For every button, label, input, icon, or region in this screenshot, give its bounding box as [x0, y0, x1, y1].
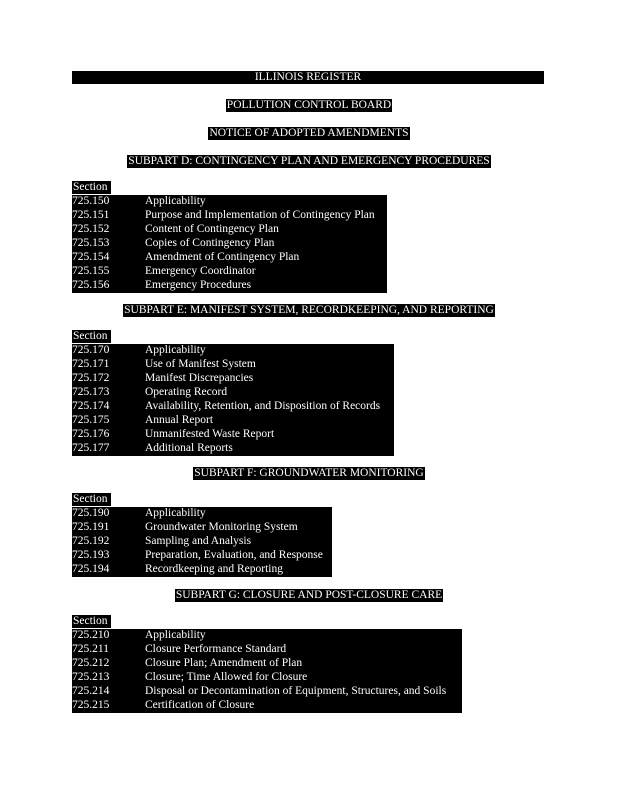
list-item: [72, 358, 256, 372]
list-item: [72, 699, 255, 713]
section-title: Emergency Coordinator: [144, 265, 387, 279]
section-title: Certification of Closure: [144, 699, 462, 713]
section-number: 725.210: [72, 629, 145, 643]
section-number: 725.193: [72, 549, 145, 563]
board-title: POLLUTION CONTROL BOARD: [226, 99, 392, 111]
notice-title-line: [0, 127, 618, 140]
subpart-g-heading-line: [0, 589, 618, 602]
section-title: Emergency Procedures: [144, 279, 387, 293]
section-title: Content of Contingency Plan: [144, 223, 387, 237]
section-label: Section: [72, 493, 111, 506]
section-number: 725.156: [72, 279, 145, 293]
section-number: 725.150: [72, 195, 145, 209]
section-number: 725.151: [72, 209, 145, 223]
list-item: [72, 657, 303, 671]
section-title: Annual Report: [144, 414, 394, 428]
section-number: 725.152: [72, 223, 145, 237]
section-number: 725.176: [72, 428, 145, 442]
section-title: Groundwater Monitoring System: [144, 521, 332, 535]
list-item: [72, 195, 206, 209]
section-label: Section: [72, 615, 111, 628]
section-number: 725.172: [72, 372, 145, 386]
section-title: Applicability: [144, 629, 462, 643]
section-title: Copies of Contingency Plan: [144, 237, 387, 251]
section-title: Applicability: [144, 195, 387, 209]
subpart-d-heading-line: [0, 155, 618, 168]
subpart-g-heading: SUBPART G: CLOSURE AND POST-CLOSURE CARE: [175, 589, 443, 601]
section-number: 725.171: [72, 358, 145, 372]
section-number: 725.175: [72, 414, 145, 428]
section-label-row: [72, 330, 111, 344]
list-item: [72, 344, 206, 358]
subpart-f-heading-line: [0, 467, 618, 480]
notice-title: NOTICE OF ADOPTED AMENDMENTS: [209, 127, 409, 139]
section-title: Manifest Discrepancies: [144, 372, 394, 386]
section-title: Purpose and Implementation of Contingency Plan: [144, 209, 387, 223]
section-number: 725.174: [72, 400, 145, 414]
section-number: 725.214: [72, 685, 145, 699]
section-number: 725.154: [72, 251, 145, 265]
section-number: 725.212: [72, 657, 145, 671]
list-item: [72, 629, 206, 643]
list-item: [72, 521, 298, 535]
section-title: Availability, Retention, and Disposition of Records: [144, 400, 394, 414]
section-number: 725.177: [72, 442, 145, 456]
section-number: 725.194: [72, 563, 145, 577]
list-item: [72, 549, 323, 563]
section-title: Recordkeeping and Reporting: [144, 563, 332, 577]
section-title: Closure; Time Allowed for Closure: [144, 671, 462, 685]
subpart-e-heading-line: [0, 304, 618, 317]
list-item: [72, 279, 252, 293]
list-item: [72, 563, 283, 577]
list-item: [72, 671, 308, 685]
list-item: [72, 372, 254, 386]
section-number: 725.173: [72, 386, 145, 400]
section-number: 725.213: [72, 671, 145, 685]
section-number: 725.155: [72, 265, 145, 279]
section-label: Section: [72, 181, 111, 194]
section-number: 725.153: [72, 237, 145, 251]
subpart-e-section-list: [72, 330, 381, 456]
section-title: Disposal or Decontamination of Equipment, Structures, and Soils: [144, 685, 462, 699]
subpart-f-section-list: [72, 493, 323, 577]
subpart-g-section-list: [72, 615, 447, 713]
list-item: [72, 442, 233, 456]
list-item: [72, 414, 214, 428]
list-item: [72, 507, 206, 521]
section-label: Section: [72, 330, 111, 343]
list-item: [72, 400, 381, 414]
section-title: Closure Performance Standard: [144, 643, 462, 657]
section-title: Additional Reports: [144, 442, 394, 456]
list-item: [72, 386, 228, 400]
section-number: 725.211: [72, 643, 145, 657]
section-title: Sampling and Analysis: [144, 535, 332, 549]
section-number: 725.190: [72, 507, 145, 521]
list-item: [72, 209, 375, 223]
board-title-line: [0, 99, 618, 112]
section-title: Operating Record: [144, 386, 394, 400]
list-item: [72, 685, 447, 699]
list-item: [72, 643, 287, 657]
section-title: Applicability: [144, 344, 394, 358]
list-item: [72, 265, 256, 279]
section-label-row: [72, 181, 111, 195]
section-number: 725.215: [72, 699, 145, 713]
list-item: [72, 237, 275, 251]
list-item: [72, 223, 279, 237]
section-title: Applicability: [144, 507, 332, 521]
section-title: Use of Manifest System: [144, 358, 394, 372]
section-label-row: [72, 615, 111, 629]
section-title: Amendment of Contingency Plan: [144, 251, 387, 265]
section-number: 725.170: [72, 344, 145, 358]
list-item: [72, 428, 275, 442]
list-item: [72, 535, 252, 549]
section-label-row: [72, 493, 111, 507]
section-title: Preparation, Evaluation, and Response: [144, 549, 332, 563]
section-number: 725.192: [72, 535, 145, 549]
subpart-d-section-list: [72, 181, 375, 293]
list-item: [72, 251, 300, 265]
subpart-e-heading: SUBPART E: MANIFEST SYSTEM, RECORDKEEPING, AND REPORTING: [124, 304, 494, 316]
register-title: ILLINOIS REGISTER: [72, 71, 544, 84]
subpart-d-heading: SUBPART D: CONTINGENCY PLAN AND EMERGENCY PROCEDURES: [128, 155, 490, 167]
section-title: Unmanifested Waste Report: [144, 428, 394, 442]
subpart-f-heading: SUBPART F: GROUNDWATER MONITORING: [194, 467, 424, 479]
section-title: Closure Plan; Amendment of Plan: [144, 657, 462, 671]
section-number: 725.191: [72, 521, 145, 535]
